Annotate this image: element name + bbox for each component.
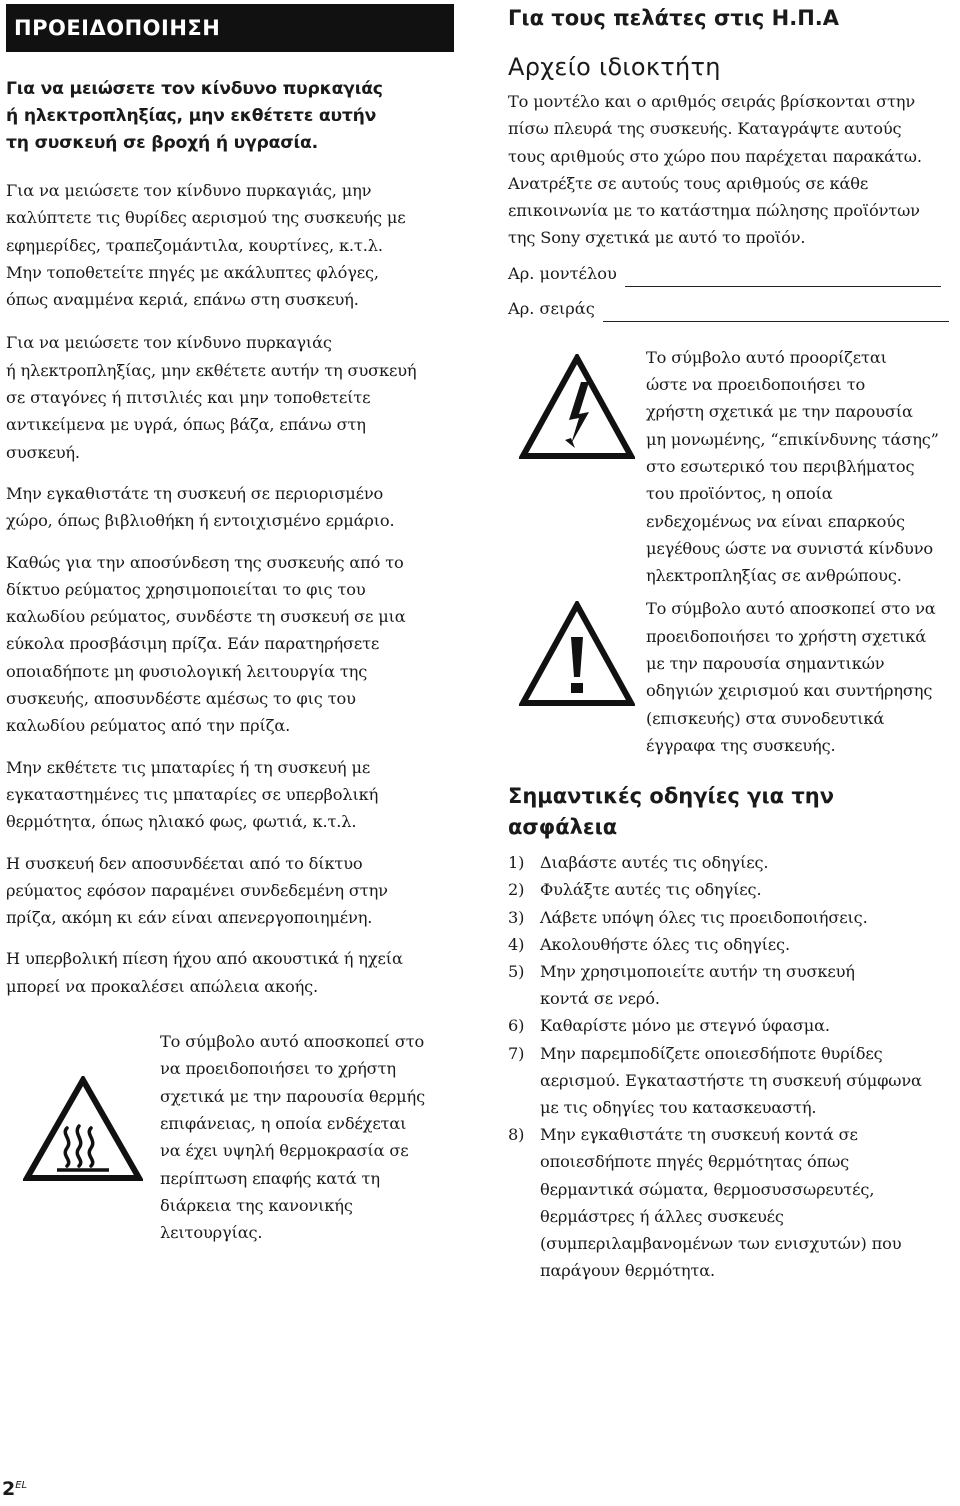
item-number: 5) <box>508 962 525 982</box>
text-line: Καθώς για την αποσύνδεση της συσκευής από το <box>6 552 404 572</box>
serial-number-line[interactable] <box>603 303 949 322</box>
text-line: χώρο, όπως βιβλιοθήκη ή εντοιχισμένο ερμάριο. <box>6 511 395 531</box>
list-item <box>508 1040 960 1122</box>
liquids-paragraph <box>6 329 454 465</box>
text-line: καλύπτετε τις θυρίδες αερισμού της συσκευής με <box>6 208 406 228</box>
text-line: ρεύματος εφόσον παραμένει συνδεδεμένη στην <box>6 880 388 900</box>
ventilation-paragraph <box>6 177 454 313</box>
text-line: έγγραφα της συσκευής. <box>646 735 836 755</box>
text-line: παράγουν θερμότητα. <box>540 1261 716 1281</box>
text-line: οδηγιών χειρισμού και συντήρησης <box>646 681 933 701</box>
page-language-code: EL <box>15 1480 28 1491</box>
item-text <box>540 904 960 931</box>
item-text <box>540 958 960 1012</box>
list-item <box>508 1012 960 1039</box>
text-line: συσκευής, αποσυνδέστε αμέσως το φις του <box>6 689 356 709</box>
owner-record-text <box>508 88 960 252</box>
model-number-line[interactable] <box>625 268 941 287</box>
item-text <box>540 931 960 958</box>
exclamation-warning-icon <box>519 601 635 707</box>
text-line: τους αριθμούς στο χώρο που παρέχεται παρακάτω. <box>508 146 922 166</box>
text-line: χρήστη σχετικά με την παρουσία <box>646 402 913 422</box>
standby-paragraph <box>6 850 454 932</box>
serial-number-field <box>508 295 960 322</box>
item-text <box>540 1121 960 1284</box>
text-line: ώστε να προειδοποιήσει το <box>646 375 866 395</box>
lightning-description <box>646 344 939 590</box>
safety-instructions-list <box>508 849 960 1284</box>
text-line: πρίζα, ακόμη κι εάν είναι απενεργοποιημένη. <box>6 908 373 928</box>
text-line: Η υπερβολική πίεση ήχου από ακουστικά ή ηχεία <box>6 949 403 969</box>
safety-heading <box>508 781 960 843</box>
text-line: Το σύμβολο αυτό αποσκοπεί στο <box>160 1032 425 1052</box>
model-number-field <box>508 260 960 287</box>
serial-number-label: Αρ. σειράς <box>508 298 595 318</box>
item-text <box>540 876 960 903</box>
text-line: Φυλάξτε αυτές τις οδηγίες. <box>540 880 762 900</box>
installation-paragraph <box>6 480 454 535</box>
list-item <box>508 1121 960 1284</box>
list-item <box>508 904 960 931</box>
text-line: να προειδοποιήσει το χρήστη <box>160 1059 396 1079</box>
text-line: Ακολουθήστε όλες τις οδηγίες. <box>540 934 790 954</box>
lightning-symbol <box>508 344 646 460</box>
text-line: επιφάνειας, η οποία ενδέχεται <box>160 1113 407 1133</box>
text-line: με τις οδηγίες του κατασκευαστή. <box>540 1098 817 1118</box>
text-line: καλωδίου ρεύματος από την πρίζα. <box>6 716 291 736</box>
text-line: Μην εκθέτετε τις μπαταρίες ή τη συσκευή με <box>6 757 371 777</box>
text-line: θερμαντικά σώματα, θερμοσυσσωρευτές, <box>540 1179 875 1199</box>
text-line: Διαβάστε αυτές τις οδηγίες. <box>540 853 769 873</box>
item-number: 1) <box>508 853 525 873</box>
text-line: διάρκεια της κανονικής <box>160 1195 353 1215</box>
text-line: πίσω πλευρά της συσκευής. Καταγράψτε αυτούς <box>508 119 902 139</box>
warning-banner-title: ΠΡΟΕΙΔΟΠΟΙΗΣΗ <box>14 16 221 40</box>
text-line: μπορεί να προκαλέσει απώλεια ακοής. <box>6 976 319 996</box>
text-line: Το σύμβολο αυτό αποσκοπεί στο να <box>646 599 936 619</box>
text-line: της Sony σχετικά με αυτό το προϊόν. <box>508 228 806 248</box>
text-line: ενδεχομένως να είναι επαρκούς <box>646 511 905 531</box>
batteries-paragraph <box>6 754 454 836</box>
disconnect-paragraph <box>6 549 454 740</box>
text-line: αερισμού. Εγκαταστήστε τη συσκευή σύμφωνα <box>540 1070 922 1090</box>
item-number: 6) <box>508 1016 525 1036</box>
warning-line: Για να μειώσετε τον κίνδυνο πυρκαγιάς <box>6 79 383 99</box>
hot-surface-symbol <box>6 1028 160 1182</box>
owner-record-heading: Αρχείο ιδιοκτήτη <box>508 53 721 81</box>
text-line: ή ηλεκτροπληξίας, μην εκθέτετε αυτήν τη συσκευή <box>6 360 417 380</box>
warning-statement <box>6 76 454 157</box>
warning-line: ή ηλεκτροπληξίας, μην εκθέτετε αυτήν <box>6 106 377 126</box>
text-line: μεγέθους ώστε να συνιστά κίνδυνο <box>646 538 934 558</box>
text-line: όπως αναμμένα κεριά, επάνω στη συσκευή. <box>6 290 359 310</box>
text-line: να έχει υψηλή θερμοκρασία σε <box>160 1141 409 1161</box>
item-number: 3) <box>508 907 525 927</box>
text-line: αντικείμενα με υγρά, όπως βάζα, επάνω στη <box>6 415 366 435</box>
item-text <box>540 1040 960 1122</box>
model-number-label: Αρ. μοντέλου <box>508 263 617 283</box>
item-number: 8) <box>508 1125 525 1145</box>
text-line: του προϊόντος, η οποία <box>646 484 833 504</box>
text-line: Το μοντέλο και ο αριθμός σειράς βρίσκονται στην <box>508 92 916 111</box>
text-line: σε σταγόνες ή πιτσιλιές και μην τοποθετείτε <box>6 388 371 408</box>
item-number: 4) <box>508 934 525 954</box>
text-line: στο εσωτερικό του περιβλήματος <box>646 456 915 476</box>
text-line: θερμάστρες ή άλλες συσκευές <box>540 1206 784 1226</box>
text-line: προειδοποιήσει το χρήστη σχετικά <box>646 626 926 646</box>
text-line: Μην χρησιμοποιείτε αυτήν τη συσκευή <box>540 962 855 982</box>
hot-surface-icon <box>23 1076 143 1182</box>
text-line: Μην εγκαθιστάτε τη συσκευή κοντά σε <box>540 1125 858 1145</box>
list-item <box>508 849 960 876</box>
text-line: σχετικά με την παρουσία θερμής <box>160 1086 426 1106</box>
item-text <box>540 849 960 876</box>
warning-banner <box>6 4 454 52</box>
text-line: λειτουργίας. <box>160 1223 263 1243</box>
text-line: κοντά σε νερό. <box>540 989 660 1009</box>
text-line: Καθαρίστε μόνο με στεγνό ύφασμα. <box>540 1016 830 1036</box>
left-column <box>6 4 454 1246</box>
text-line: (συμπεριλαμβανομένων των ενισχυτών) που <box>540 1234 902 1254</box>
text-line: με την παρουσία σημαντικών <box>646 654 885 674</box>
text-line: δίκτυο ρεύματος χρησιμοποιείται το φις του <box>6 579 366 599</box>
text-line: εύκολα προσβάσιμη πρίζα. Εάν παρατηρήσετε <box>6 634 380 654</box>
right-column <box>508 4 960 1284</box>
text-line: Μην τοποθετείτε πηγές με ακάλυπτες φλόγες, <box>6 262 379 282</box>
text-line: Η συσκευή δεν αποσυνδέεται από το δίκτυο <box>6 853 363 873</box>
exclamation-symbol <box>508 595 646 707</box>
list-item <box>508 958 960 1012</box>
text-line: (επισκευής) στα συνοδευτικά <box>646 708 885 728</box>
heading-line: Σημαντικές οδηγίες για την <box>508 784 835 809</box>
list-item <box>508 931 960 958</box>
text-line: οποιαδήποτε μη φυσιολογική λειτουργία της <box>6 661 368 681</box>
lightning-notice <box>508 344 960 590</box>
text-line: θερμότητα, όπως ηλιακό φως, φωτιά, κ.τ.λ. <box>6 812 357 832</box>
text-line: Για να μειώσετε τον κίνδυνο πυρκαγιάς, μην <box>6 181 372 200</box>
text-line: εγκαταστημένες τις μπαταρίες σε υπερβολική <box>6 784 379 804</box>
text-line: Μην εγκαθιστάτε τη συσκευή σε περιορισμένο <box>6 483 384 503</box>
hot-surface-description <box>160 1028 425 1246</box>
text-line: Μην παρεμποδίζετε οποιεσδήποτε θυρίδες <box>540 1043 883 1063</box>
text-line: ηλεκτροπληξίας σε ανθρώπους. <box>646 566 902 586</box>
list-item <box>508 876 960 903</box>
hearing-paragraph <box>6 945 454 1000</box>
customers-heading: Για τους πελάτες στις Η.Π.Α <box>508 6 839 30</box>
text-line: συσκευή. <box>6 442 80 462</box>
text-line: Ανατρέξτε σε αυτούς τους αριθμούς σε κάθε <box>508 173 869 193</box>
hot-surface-notice <box>6 1028 454 1246</box>
heading-line: ασφάλεια <box>508 815 618 840</box>
warning-line: τη συσκευή σε βροχή ή υγρασία. <box>6 133 318 153</box>
page-number-value: 2 <box>2 1478 16 1500</box>
lightning-warning-icon <box>519 354 635 460</box>
text-line: Το σύμβολο αυτό προορίζεται <box>646 347 887 367</box>
text-line: μη μονωμένης, “επικίνδυνης τάσης” <box>646 429 939 449</box>
exclamation-notice <box>508 595 960 759</box>
text-line: περίπτωση επαφής κατά τη <box>160 1168 380 1188</box>
item-number: 7) <box>508 1043 525 1063</box>
exclamation-description <box>646 595 936 759</box>
item-text <box>540 1012 960 1039</box>
text-line: επικοινωνία με το κατάστημα πώλησης προϊόντων <box>508 201 920 221</box>
text-line: οποιεσδήποτε πηγές θερμότητας όπως <box>540 1152 850 1172</box>
text-line: καλωδίου ρεύματος, συνδέστε τη συσκευή σε μια <box>6 607 406 627</box>
text-line: εφημερίδες, τραπεζομάντιλα, κουρτίνες, κ.τ.λ. <box>6 235 383 255</box>
page-number <box>2 1478 27 1500</box>
text-line: Λάβετε υπόψη όλες τις προειδοποιήσεις. <box>540 907 868 927</box>
text-line: Για να μειώσετε τον κίνδυνο πυρκαγιάς <box>6 333 332 353</box>
item-number: 2) <box>508 880 525 900</box>
